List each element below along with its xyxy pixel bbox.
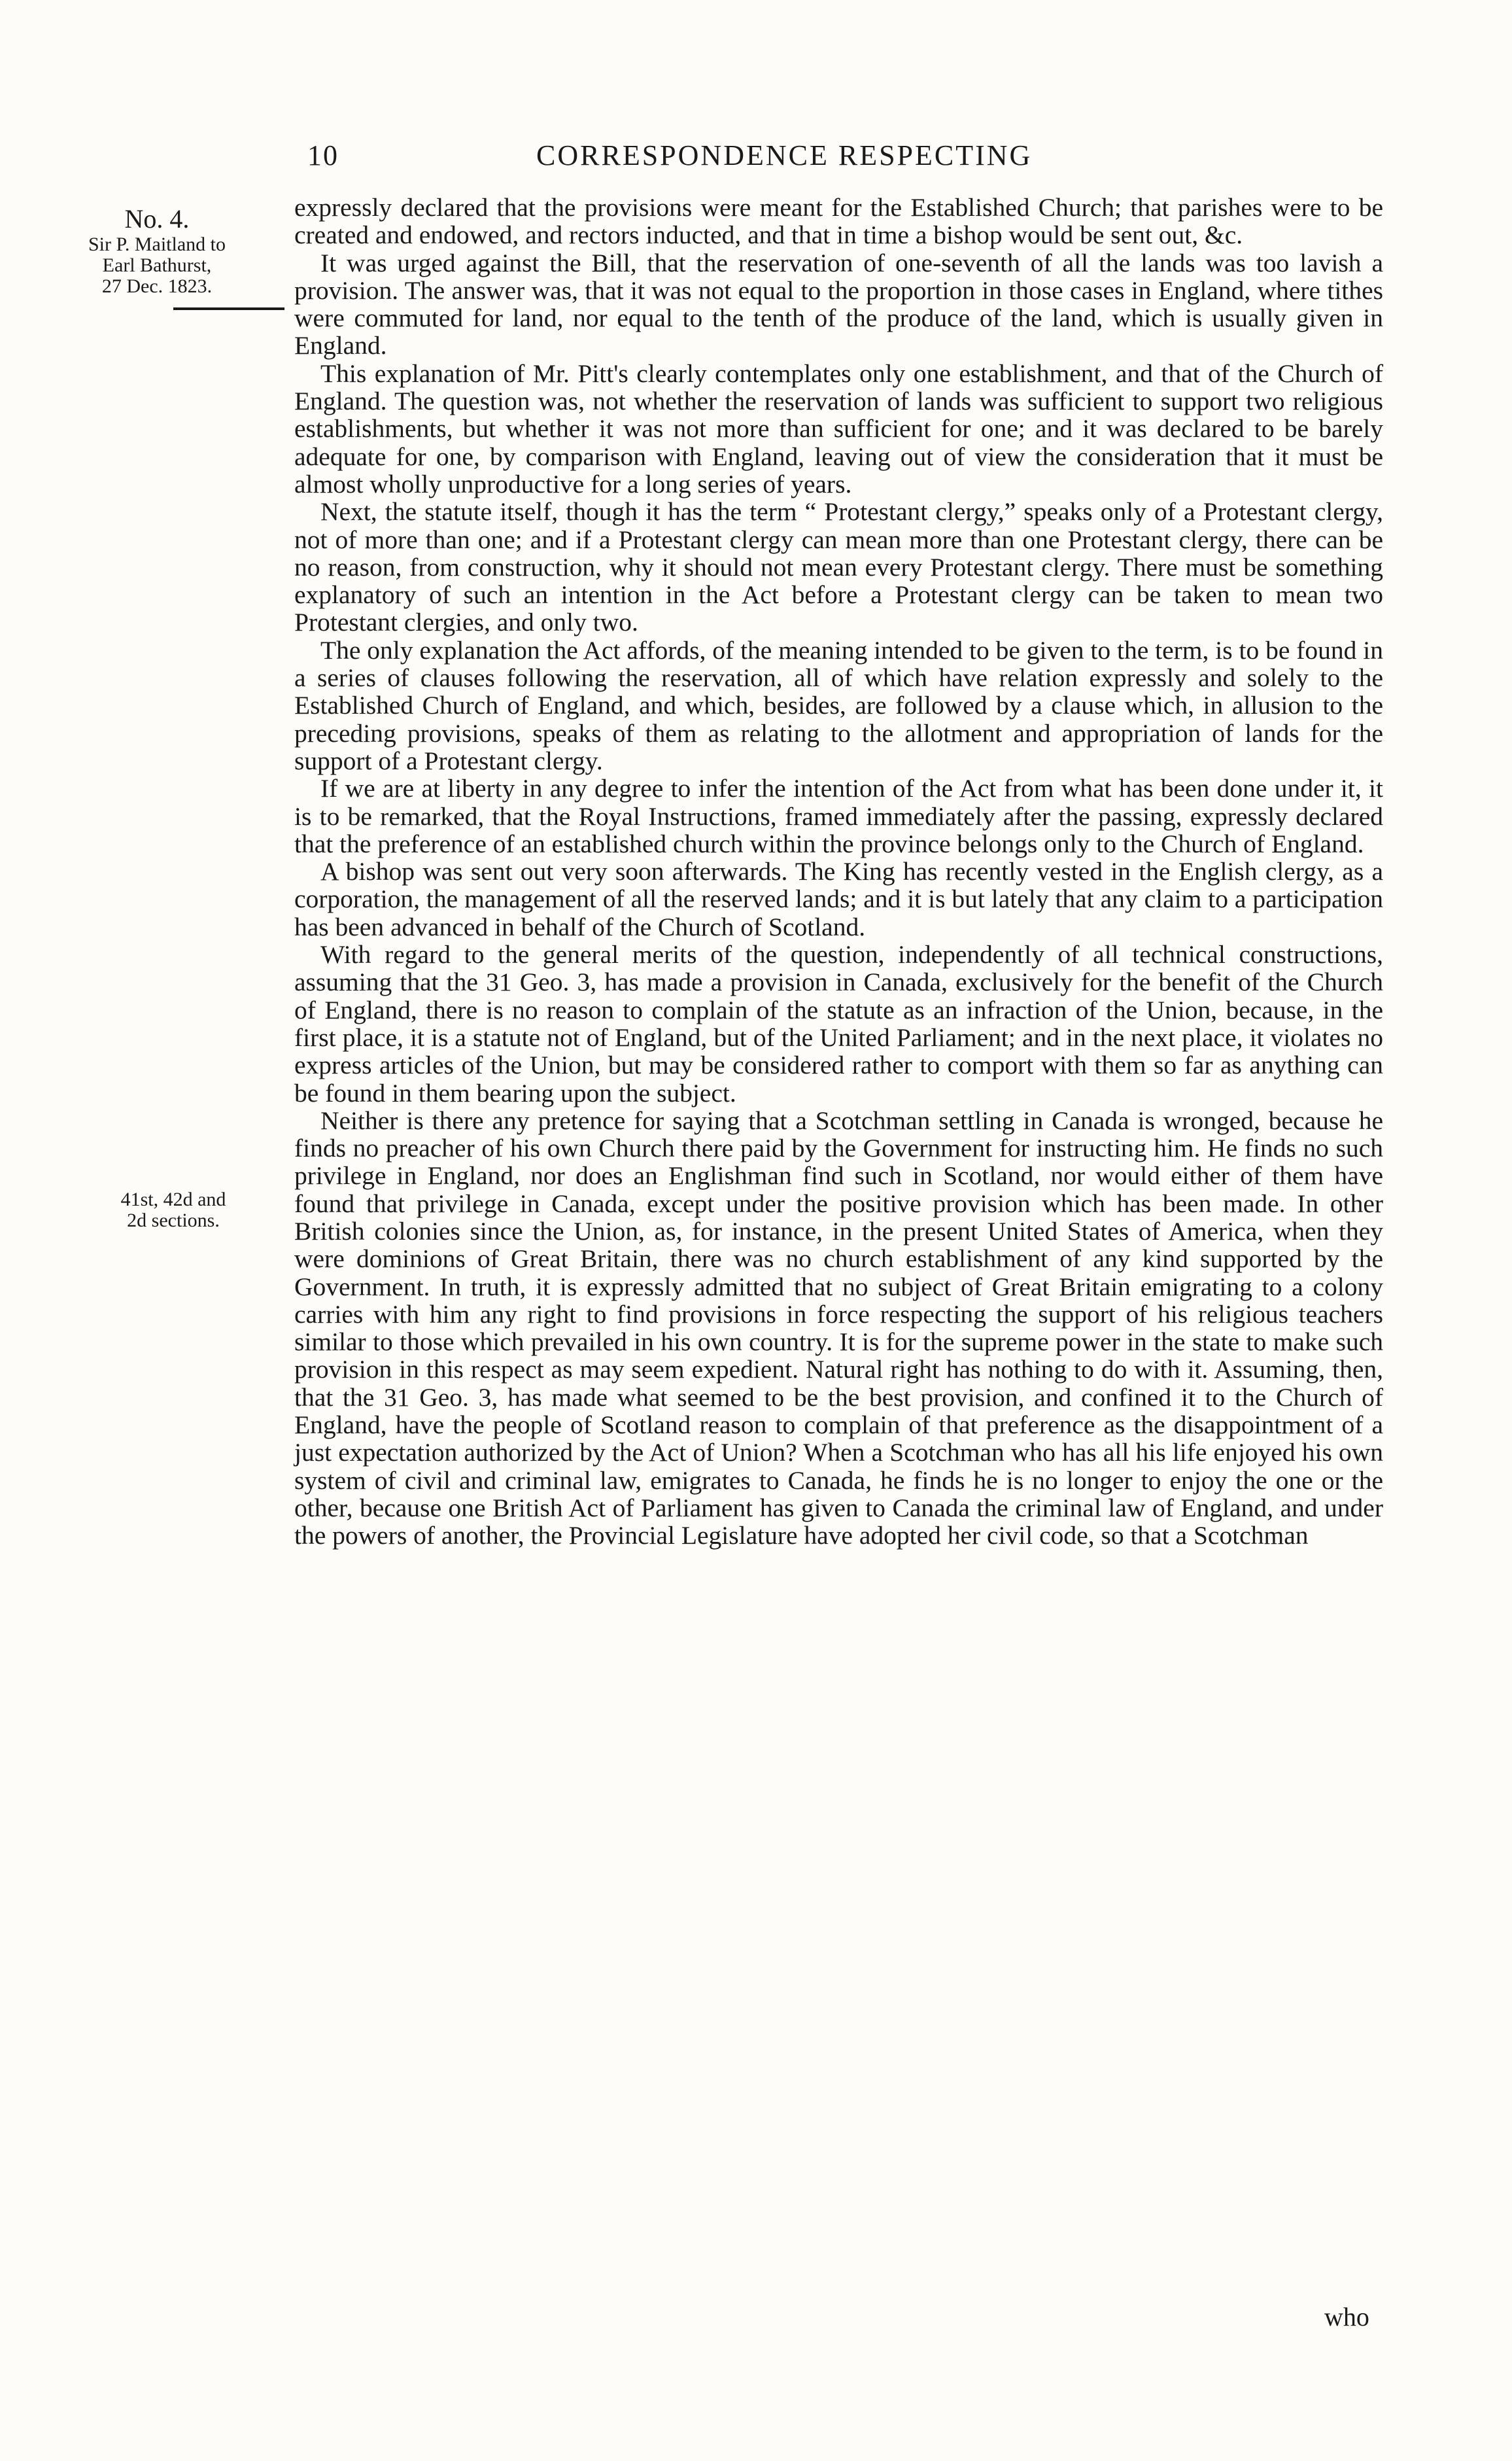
paragraph-8: With regard to the general merits of the question, independently of all technical constructions, assuming that the 31 Geo. 3, has made a provision in Canada, exclusively for the benefit of the Church of England, there is no reason to complain of the statute as an infraction of the Union, because, in the first place, it is a statute not of England, but of the United Parliament; and in the next place, it violates no express articles of the Union, but may be considered rather to comport with them so far as anything can be found in them bearing upon the subject. <box>294 940 1383 1108</box>
sidenote-number: No. 4. <box>124 204 190 234</box>
running-title: CORRESPONDENCE RESPECTING <box>536 139 1033 171</box>
sidenote-date: 27 Dec. 1823. <box>101 275 213 297</box>
paragraph-5: The only explanation the Act affords, of the meaning intended to be given to the term, is to be found in a series of clauses following the reservation, all of which have relation expressly and solely to the Established Church of England, and which, besides, are followed by a clause which, in allusion to the preceding provisions, speaks of them as relating to the allotment and appropriation of lands for the support of a Protestant clergy. <box>294 635 1383 775</box>
paragraph-6: If we are at liberty in any degree to infer the intention of the Act from what has been done under it, it is to be remarked, that the Royal Instructions, framed immediately after the passing, expressly declared that the preference of an established church within the province belongs only to the Church of England. <box>294 774 1383 858</box>
sidenote-rule <box>173 307 284 310</box>
catchword: who <box>1324 2302 1369 2331</box>
body-text <box>294 194 1383 1550</box>
sidenote-to: Earl Bathurst, <box>102 254 212 276</box>
paragraph-4: Next, the statute itself, though it has the term “ Protestant clergy,” speaks only of a Protestant clergy, not of more than one; and if a Protestant clergy can mean more than one Protestant clergy, there can be no reason, from construction, why it should not mean every Protestant clergy. There must be something explanatory of such an intention in the Act before a Protestant clergy can be taken to mean two Protestant clergies, and only two. <box>294 497 1383 637</box>
sidenote-sections <box>62 1189 284 1231</box>
sidenote-sections-line1: 41st, 42d and <box>120 1189 226 1210</box>
paragraph-1: expressly declared that the provisions were meant for the Established Church; that parishes were to be created and endowed, and rectors inducted, and that in time a bishop would be sent out, &c. <box>294 193 1383 250</box>
sidenote-letter-reference <box>26 204 288 310</box>
paragraph-2: It was urged against the Bill, that the reservation of one-seventh of all the lands was too lavish a provision. The answer was, that it was not equal to the proportion in those cases in England, where tithes were commuted for land, nor equal to the tenth of the produce of the land, which is usually given in England. <box>294 248 1383 360</box>
sidenote-from: Sir P. Maitland to <box>88 234 226 255</box>
paragraph-7: A bishop was sent out very soon afterwards. The King has recently vested in the English clergy, as a corporation, the management of all the reserved lands; and it is but lately that any claim to a participation has been advanced in behalf of the Church of Scotland. <box>294 857 1383 941</box>
paragraph-9: Neither is there any pretence for saying that a Scotchman settling in Canada is wronged, because he finds no preacher of his own Church there paid by the Government for instructing him. He finds no such privilege in England, nor does an Englishman find such in Scotland, nor would either of them have found that privilege in Canada, except under the positive provision which has been made. In other British colonies since the Union, as, for instance, in the present United States of America, when they were dominions of Great Britain, there was no church establishment of any kind supported by the Government. In truth, it is expressly admitted that no subject of Great Britain emigrating to a colony carries with him any right to find provisions in force respecting the support of his religious teachers similar to those which prevailed in his own country. It is for the supreme power in the state to make such provision in this respect as may seem expedient. Natural right has nothing to do with it. Assuming, then, that the 31 Geo. 3, has made what seemed to be the best provision, and confined it to the Church of England, have the people of Scotland reason to complain of that preference as the disappointment of a just expectation authorized by the Act of Union? When a Scotchman who has all his life enjoyed his own system of civil and criminal law, emigrates to Canada, he finds he is no longer to enjoy the one or the other, because one British Act of Parliament has given to Canada the criminal law of England, and under the powers of another, the Provincial Legislature have adopted her civil code, so that a Scotchman <box>294 1106 1383 1550</box>
paragraph-3: This explanation of Mr. Pitt's clearly contemplates only one establishment, and that of the Church of England. The question was, not whether the reservation of lands was sufficient to support two religious establishments, but whether it was not more than sufficient for one; and it was declared to be barely adequate for one, by comparison with England, leaving out of view the consideration that it must be almost wholly unproductive for a long series of years. <box>294 358 1383 498</box>
page-number: 10 <box>307 139 339 171</box>
page-header <box>307 139 1419 178</box>
sidenote-sections-line2: 2d sections. <box>127 1210 220 1231</box>
